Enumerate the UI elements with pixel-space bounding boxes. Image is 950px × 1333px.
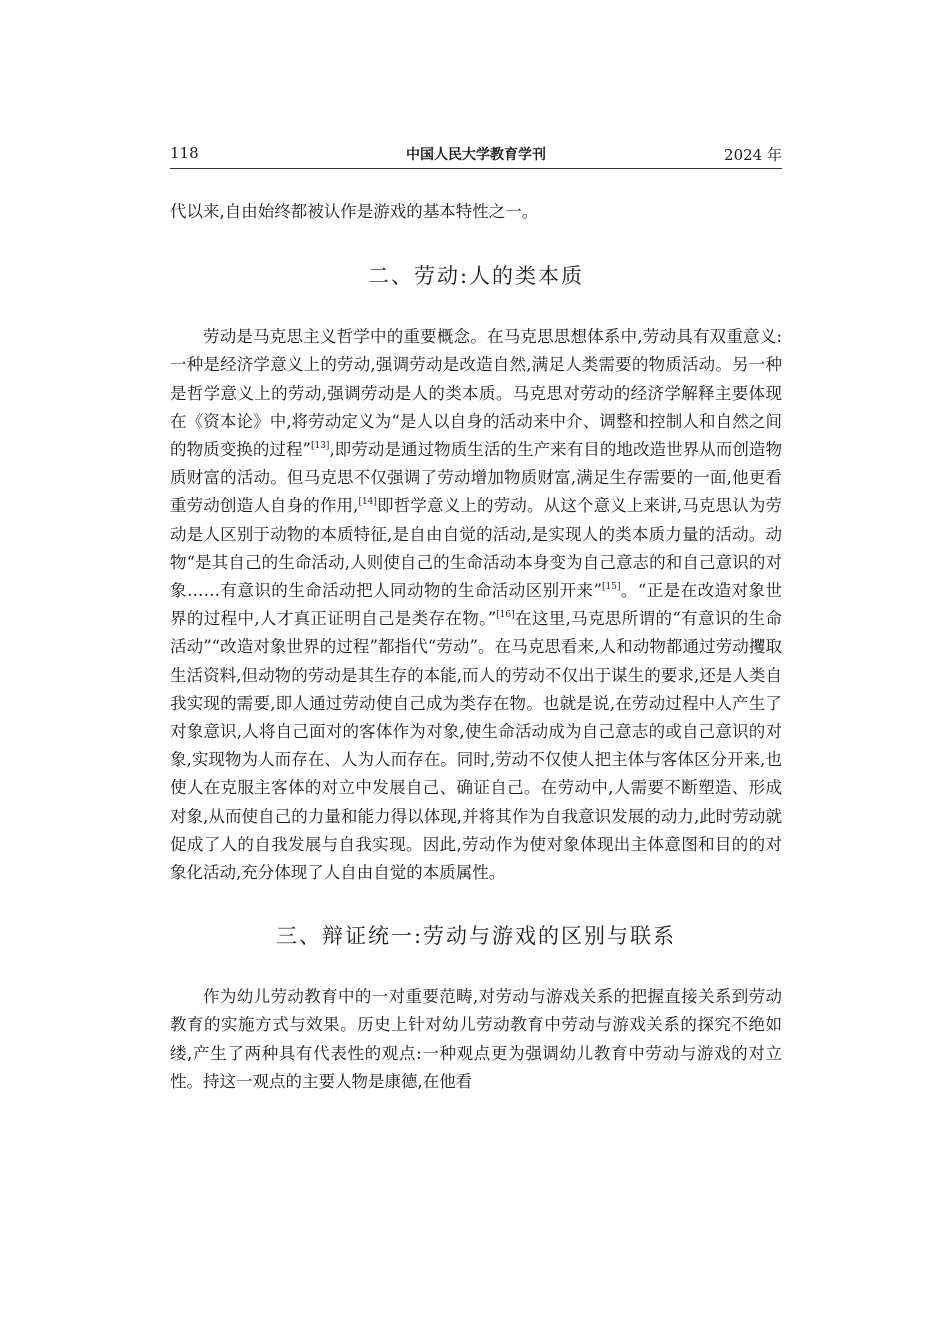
section-3-paragraph: 作为幼儿劳动教育中的一对重要范畴,对劳动与游戏关系的把握直接关系到劳动教育的实施方式与效果。历史上针对幼儿劳动教育中劳动与游戏关系的探究不绝如缕,产生了两种具有代表性的观点:一种观点更为强调幼儿教育中劳动与游戏的对立性。持这一观点的主要人物是康德,在他看: [170, 987, 782, 1091]
citation-15: [15]: [601, 582, 621, 593]
citation-14: [14]: [358, 497, 377, 508]
para-text-e: 在这里,马克思所谓的“有意识的生命活动”“改造对象世界的过程”都指代“劳动”。在马克思看来,人和动物都通过劳动攫取生活资料,但动物的劳动是其生存的本能,而人的劳动不仅出于谋生的要求,还是人类自我实现的需要,即人通过劳动使自己成为类存在物。也就是说,在劳动过程中人产生了对象意识,人将自己面对的客体作为对象,使生命活动成为自己意志的或自己意识的对象,实现物为人而存在、人为人而存在。同时,劳动不仅使人把主体与客体区分开来,也使人在克服主客体的对立中发展自己、确证自己。在劳动中,人需要不断塑造、形成对象,从而使自己的力量和能力得以体现,并将其作为自我意识发展的动力,此时劳动就促成了人的自我发展与自我实现。因此,劳动作为使对象体现出主体意图和目的的对象化活动,充分体现了人自由自觉的本质属性。: [170, 609, 782, 883]
article-body: [170, 198, 782, 1096]
para-text-c: 即哲学意义上的劳动。从这个意义上来讲,马克思认为劳动是人区别于动物的本质特征,是自由自觉的活动,是实现人的类本质力量的活动。动物“是其自己的生命活动,人则使自己的生命活动本身变为自己意志的和自己意识的对象……有意识的生命活动把人同动物的生命活动区别开来”: [170, 496, 782, 601]
publication-year: 2024 年: [724, 146, 782, 164]
section-2-paragraph: [170, 323, 782, 887]
para-text-d: 。“正是在改造对象世界的过程中,人才真正证明自己是类存在物。”: [170, 581, 783, 629]
section-heading-2: 二、劳动:人的类本质: [367, 264, 585, 289]
section-heading-3: 三、辩证统一:劳动与游戏的区别与联系: [275, 924, 677, 949]
citation-16: [16]: [496, 610, 515, 621]
journal-title: 中国人民大学教育学刊: [406, 147, 546, 163]
para-text-b: ,即劳动是通过物质生活的生产来有目的地改造世界从而创造物质财富的活动。但马克思不仅强调了劳动增加物质财富,满足生存需要的一面,他更看重劳动创造人自身的作用,: [170, 440, 782, 516]
citation-13: [13]: [310, 441, 330, 452]
page-number: 118: [170, 144, 199, 162]
running-header: [170, 142, 782, 169]
intro-line: 代以来,自由始终都被认作是游戏的基本特性之一。: [170, 202, 539, 221]
para-text-a: 劳动是马克思主义哲学中的重要概念。在马克思思想体系中,劳动具有双重意义:一种是经济学意义上的劳动,强调劳动是改造自然,满足人类需要的物质活动。另一种是哲学意义上的劳动,强调劳动是人的类本质。马克思对劳动的经济学解释主要体现在《资本论》中,将劳动定义为“是人以自身的活动来中介、调整和控制人和自然之间的物质变换的过程”: [170, 327, 782, 460]
